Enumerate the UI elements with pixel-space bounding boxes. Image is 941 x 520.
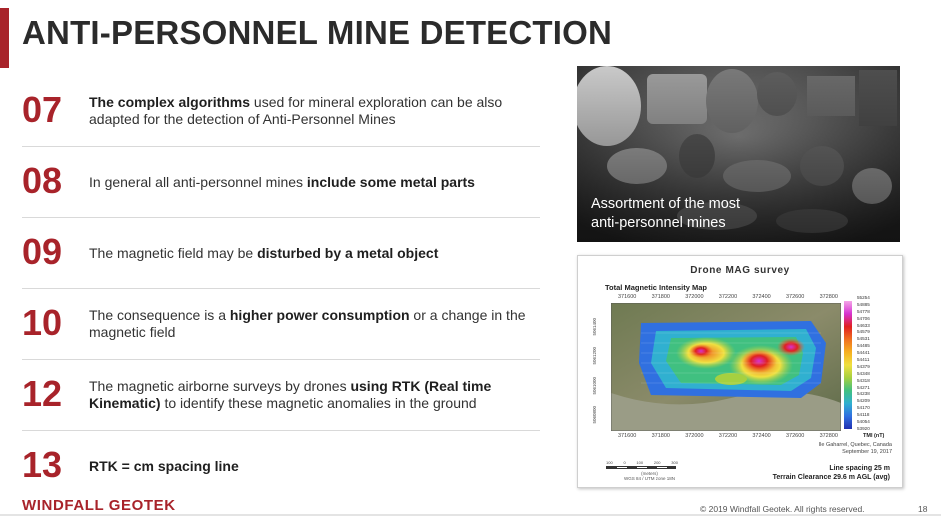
item-number: 10 (22, 302, 63, 343)
title-accent-bar (0, 8, 9, 68)
y-tick: 5061000 (592, 376, 597, 395)
x-tick: 371600 (618, 294, 637, 300)
copyright: © 2019 Windfall Geotek. All rights reserved. (700, 504, 865, 514)
magnetic-intensity-map (611, 303, 841, 431)
list-item (22, 218, 540, 289)
item-text: RTK = cm spacing line (89, 457, 239, 474)
list-item (22, 76, 540, 147)
item-number: 13 (22, 444, 63, 485)
y-tick: 5060800 (592, 406, 597, 424)
footer-divider (0, 514, 941, 516)
x-tick: 372600 (785, 433, 805, 439)
list-item (22, 289, 540, 360)
map-title: Drone MAG survey (690, 265, 790, 276)
item-text: The complex algorithms used for mineral exploration can be also adapted for the detection of Anti-Personnel Mines (89, 94, 503, 127)
page-number: 18 (918, 504, 928, 514)
scale-bar (606, 466, 676, 469)
scale-units: (meters) WGS 84 / UTM zone 18N (624, 471, 676, 481)
x-tick: 372000 (685, 433, 704, 439)
y-axis-ticks (592, 318, 600, 424)
photo-caption: Assortment of the most anti-personnel mines (591, 196, 741, 231)
numbered-points-list (22, 76, 540, 502)
x-tick: 371800 (651, 433, 670, 439)
item-number: 07 (22, 89, 63, 130)
x-tick: 371800 (651, 294, 670, 300)
item-number: 08 (22, 160, 63, 201)
x-tick: 372800 (819, 433, 838, 439)
x-axis-ticks-top (618, 294, 838, 300)
x-tick: 372400 (752, 294, 771, 300)
mines-photo (577, 66, 900, 242)
x-tick: 372200 (718, 433, 738, 439)
survey-location: Ile Gaharrel, Quebec, Canada September 19, 2017 (818, 442, 892, 455)
legend-unit: TMI (nT) (863, 433, 885, 439)
x-tick: 372200 (718, 294, 738, 300)
line-spacing-note: Line spacing 25 m (829, 465, 890, 472)
x-axis-ticks-bottom (618, 433, 838, 439)
page-title: ANTI-PERSONNEL MINE DETECTION (22, 14, 613, 51)
item-text: The magnetic airborne surveys by drones using RTK (Real time Kinematic) to identify these magnetic anomalies in the ground (89, 378, 492, 411)
x-tick: 372800 (819, 294, 838, 300)
item-text: The magnetic field may be disturbed by a metal object (89, 244, 439, 261)
x-tick: 372000 (685, 294, 704, 300)
color-scale-values: 55254 54885 54778 54706 54633 54579 54531 54485 54441 54411 54379 54348 54318 54271 54238 54209 54170 54118 54054 53920 (857, 295, 870, 431)
item-text: The consequence is a higher power consumption or a change in the magnetic field (89, 307, 526, 340)
terrain-clearance-note: Terrain Clearance 29.6 m AGL (avg) (772, 474, 890, 481)
scale-ticks: 100 0 100 200 300 (606, 460, 678, 465)
drone-mag-survey-card (577, 255, 903, 488)
x-tick: 371600 (618, 433, 637, 439)
map-subtitle: Total Magnetic Intensity Map (605, 283, 707, 292)
x-tick: 372400 (752, 433, 771, 439)
list-item (22, 360, 540, 431)
item-number: 09 (22, 231, 63, 272)
y-tick: 5061400 (592, 318, 597, 336)
company-logo: WINDFALL GEOTEK (22, 497, 176, 514)
list-item (22, 431, 540, 502)
item-number: 12 (22, 373, 63, 414)
color-scale-bar (844, 301, 852, 429)
y-tick: 5061200 (592, 347, 597, 366)
item-text: In general all anti-personnel mines include some metal parts (89, 173, 475, 190)
x-tick: 372600 (785, 294, 805, 300)
list-item (22, 147, 540, 218)
